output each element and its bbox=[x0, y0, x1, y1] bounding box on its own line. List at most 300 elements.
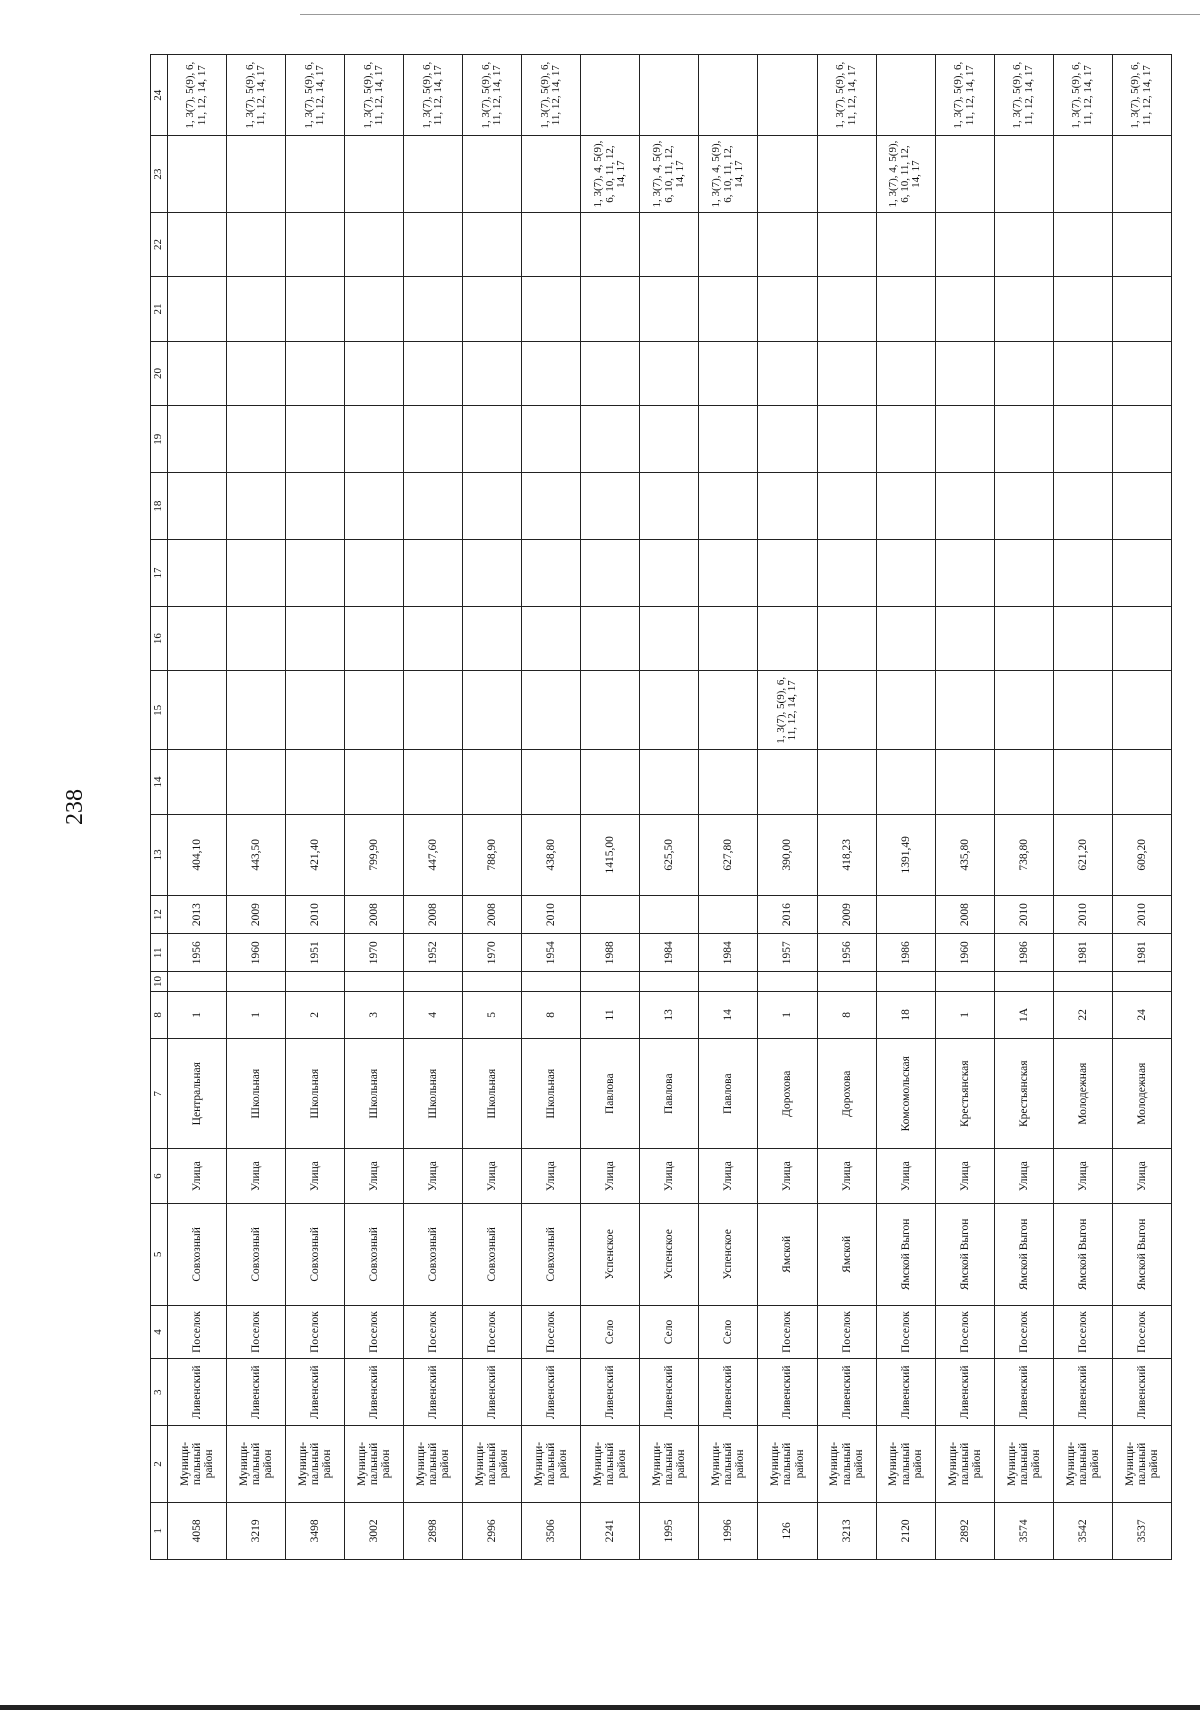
cell-col-7: Центральная bbox=[168, 1039, 227, 1149]
cell-col-18 bbox=[404, 473, 463, 540]
cell-col-8: 8 bbox=[522, 991, 581, 1039]
cell-col-2: Муници-пальный район bbox=[463, 1426, 522, 1502]
cell-col-7: Молодежная bbox=[1112, 1039, 1171, 1149]
cell-col-2: Муници-пальный район bbox=[581, 1426, 640, 1502]
cell-col-16 bbox=[581, 606, 640, 671]
cell-col-20 bbox=[463, 341, 522, 406]
cell-col-15 bbox=[463, 671, 522, 750]
cell-col-10 bbox=[1112, 972, 1171, 991]
cell-col-18 bbox=[463, 473, 522, 540]
cell-col-10 bbox=[286, 972, 345, 991]
cell-col-17 bbox=[994, 540, 1053, 607]
cell-col-20 bbox=[404, 341, 463, 406]
cell-col-8: 2 bbox=[286, 991, 345, 1039]
cell-col-16 bbox=[699, 606, 758, 671]
cell-col-19 bbox=[522, 406, 581, 473]
cell-col-7: Школьная bbox=[522, 1039, 581, 1149]
cell-col-2: Муници-пальный район bbox=[994, 1426, 1053, 1502]
cell-col-20 bbox=[994, 341, 1053, 406]
cell-col-19 bbox=[286, 406, 345, 473]
cell-col-3: Ливенский bbox=[935, 1359, 994, 1426]
cell-col-11: 1981 bbox=[1112, 934, 1171, 972]
cell-col-15 bbox=[699, 671, 758, 750]
cell-col-6: Улица bbox=[876, 1149, 935, 1204]
cell-col-3: Ливенский bbox=[345, 1359, 404, 1426]
cell-col-7: Крестьянская bbox=[935, 1039, 994, 1149]
cell-col-15 bbox=[640, 671, 699, 750]
cell-col-5: Ямской bbox=[758, 1204, 817, 1306]
cell-col-16 bbox=[994, 606, 1053, 671]
cell-col-13: 788,90 bbox=[463, 814, 522, 895]
cell-col-12: 2013 bbox=[168, 895, 227, 933]
cell-col-13: 438,80 bbox=[522, 814, 581, 895]
cell-col-23 bbox=[286, 136, 345, 212]
cell-col-13: 621,20 bbox=[1053, 814, 1112, 895]
cell-col-7: Школьная bbox=[227, 1039, 286, 1149]
cell-col-17 bbox=[935, 540, 994, 607]
cell-col-12: 2010 bbox=[522, 895, 581, 933]
cell-col-17 bbox=[404, 540, 463, 607]
cell-col-13: 627,80 bbox=[699, 814, 758, 895]
cell-col-16 bbox=[758, 606, 817, 671]
cell-col-13: 435,80 bbox=[935, 814, 994, 895]
cell-col-5: Ямской Выгон bbox=[1053, 1204, 1112, 1306]
cell-col-6: Улица bbox=[699, 1149, 758, 1204]
cell-col-21 bbox=[876, 277, 935, 342]
cell-col-14 bbox=[817, 750, 876, 815]
cell-col-3: Ливенский bbox=[640, 1359, 699, 1426]
column-header-18: 18 bbox=[151, 473, 168, 540]
cell-col-6: Улица bbox=[522, 1149, 581, 1204]
cell-col-4: Поселок bbox=[404, 1305, 463, 1359]
cell-col-20 bbox=[935, 341, 994, 406]
cell-col-16 bbox=[286, 606, 345, 671]
cell-col-12: 2016 bbox=[758, 895, 817, 933]
cell-col-22 bbox=[699, 212, 758, 277]
cell-col-20 bbox=[1112, 341, 1171, 406]
cell-col-12: 2008 bbox=[404, 895, 463, 933]
cell-col-23: 1, 3(7), 4, 5(9), 6, 10, 11, 12, 14, 17 bbox=[699, 136, 758, 212]
cell-col-3: Ливенский bbox=[758, 1359, 817, 1426]
cell-col-20 bbox=[699, 341, 758, 406]
cell-col-16 bbox=[522, 606, 581, 671]
cell-col-22 bbox=[876, 212, 935, 277]
cell-col-12 bbox=[699, 895, 758, 933]
cell-col-17 bbox=[227, 540, 286, 607]
cell-col-1: 2892 bbox=[935, 1502, 994, 1559]
column-header-14: 14 bbox=[151, 750, 168, 815]
cell-col-3: Ливенский bbox=[1053, 1359, 1112, 1426]
cell-col-2: Муници-пальный район bbox=[699, 1426, 758, 1502]
cell-col-24: 1, 3(7), 5(9), 6, 11, 12, 14, 17 bbox=[463, 55, 522, 136]
cell-col-21 bbox=[994, 277, 1053, 342]
cell-col-20 bbox=[817, 341, 876, 406]
cell-col-21 bbox=[286, 277, 345, 342]
cell-col-14 bbox=[168, 750, 227, 815]
cell-col-2: Муници-пальный район bbox=[404, 1426, 463, 1502]
cell-col-1: 3213 bbox=[817, 1502, 876, 1559]
cell-col-23: 1, 3(7), 4, 5(9), 6, 10, 11, 12, 14, 17 bbox=[581, 136, 640, 212]
cell-col-18 bbox=[581, 473, 640, 540]
cell-col-19 bbox=[1112, 406, 1171, 473]
cell-col-1: 126 bbox=[758, 1502, 817, 1559]
table-row bbox=[994, 55, 1053, 1560]
cell-col-17 bbox=[463, 540, 522, 607]
cell-col-8: 24 bbox=[1112, 991, 1171, 1039]
cell-col-22 bbox=[227, 212, 286, 277]
cell-col-10 bbox=[168, 972, 227, 991]
cell-col-7: Павлова bbox=[640, 1039, 699, 1149]
cell-col-5: Ямской Выгон bbox=[935, 1204, 994, 1306]
cell-col-19 bbox=[227, 406, 286, 473]
cell-col-7: Школьная bbox=[345, 1039, 404, 1149]
table-row bbox=[758, 55, 817, 1560]
cell-col-11: 1956 bbox=[817, 934, 876, 972]
cell-col-17 bbox=[345, 540, 404, 607]
table-row bbox=[1112, 55, 1171, 1560]
cell-col-23 bbox=[522, 136, 581, 212]
cell-col-16 bbox=[817, 606, 876, 671]
table-row bbox=[581, 55, 640, 1560]
cell-col-24: 1, 3(7), 5(9), 6, 11, 12, 14, 17 bbox=[168, 55, 227, 136]
cell-col-6: Улица bbox=[168, 1149, 227, 1204]
cell-col-23 bbox=[758, 136, 817, 212]
cell-col-15 bbox=[817, 671, 876, 750]
cell-col-4: Поселок bbox=[345, 1305, 404, 1359]
cell-col-5: Ямской Выгон bbox=[876, 1204, 935, 1306]
cell-col-18 bbox=[935, 473, 994, 540]
cell-col-14 bbox=[345, 750, 404, 815]
cell-col-14 bbox=[699, 750, 758, 815]
cell-col-18 bbox=[640, 473, 699, 540]
cell-col-19 bbox=[581, 406, 640, 473]
cell-col-13: 447,60 bbox=[404, 814, 463, 895]
cell-col-7: Молодежная bbox=[1053, 1039, 1112, 1149]
cell-col-2: Муници-пальный район bbox=[1053, 1426, 1112, 1502]
cell-col-21 bbox=[699, 277, 758, 342]
cell-col-13: 404,10 bbox=[168, 814, 227, 895]
cell-col-24 bbox=[876, 55, 935, 136]
cell-col-21 bbox=[345, 277, 404, 342]
cell-col-23: 1, 3(7), 4, 5(9), 6, 10, 11, 12, 14, 17 bbox=[640, 136, 699, 212]
cell-col-13: 443,50 bbox=[227, 814, 286, 895]
cell-col-5: Совхозный bbox=[227, 1204, 286, 1306]
cell-col-5: Ямской bbox=[817, 1204, 876, 1306]
cell-col-17 bbox=[286, 540, 345, 607]
cell-col-2: Муници-пальный район bbox=[1112, 1426, 1171, 1502]
cell-col-21 bbox=[463, 277, 522, 342]
cell-col-19 bbox=[1053, 406, 1112, 473]
cell-col-5: Ямской Выгон bbox=[994, 1204, 1053, 1306]
cell-col-11: 1970 bbox=[463, 934, 522, 972]
cell-col-22 bbox=[522, 212, 581, 277]
cell-col-7: Комсомольская bbox=[876, 1039, 935, 1149]
cell-col-23 bbox=[1053, 136, 1112, 212]
cell-col-4: Поселок bbox=[522, 1305, 581, 1359]
cell-col-1: 1996 bbox=[699, 1502, 758, 1559]
cell-col-3: Ливенский bbox=[522, 1359, 581, 1426]
cell-col-11: 1984 bbox=[699, 934, 758, 972]
cell-col-17 bbox=[1053, 540, 1112, 607]
cell-col-8: 3 bbox=[345, 991, 404, 1039]
cell-col-14 bbox=[1053, 750, 1112, 815]
cell-col-24: 1, 3(7), 5(9), 6, 11, 12, 14, 17 bbox=[345, 55, 404, 136]
cell-col-14 bbox=[640, 750, 699, 815]
column-header-16: 16 bbox=[151, 606, 168, 671]
cell-col-24: 1, 3(7), 5(9), 6, 11, 12, 14, 17 bbox=[227, 55, 286, 136]
cell-col-20 bbox=[227, 341, 286, 406]
cell-col-16 bbox=[1053, 606, 1112, 671]
table-row bbox=[168, 55, 227, 1560]
cell-col-23 bbox=[168, 136, 227, 212]
cell-col-3: Ливенский bbox=[1112, 1359, 1171, 1426]
cell-col-18 bbox=[522, 473, 581, 540]
table-row bbox=[640, 55, 699, 1560]
column-header-8: 8 bbox=[151, 991, 168, 1039]
cell-col-3: Ливенский bbox=[876, 1359, 935, 1426]
cell-col-22 bbox=[640, 212, 699, 277]
table-row bbox=[699, 55, 758, 1560]
cell-col-21 bbox=[168, 277, 227, 342]
cell-col-4: Поселок bbox=[168, 1305, 227, 1359]
cell-col-2: Муници-пальный район bbox=[286, 1426, 345, 1502]
cell-col-13: 799,90 bbox=[345, 814, 404, 895]
cell-col-5: Успенское bbox=[699, 1204, 758, 1306]
cell-col-6: Улица bbox=[227, 1149, 286, 1204]
cell-col-7: Крестьянская bbox=[994, 1039, 1053, 1149]
cell-col-17 bbox=[640, 540, 699, 607]
cell-col-19 bbox=[817, 406, 876, 473]
cell-col-3: Ливенский bbox=[699, 1359, 758, 1426]
cell-col-17 bbox=[581, 540, 640, 607]
cell-col-15 bbox=[168, 671, 227, 750]
cell-col-18 bbox=[227, 473, 286, 540]
cell-col-11: 1951 bbox=[286, 934, 345, 972]
cell-col-13: 421,40 bbox=[286, 814, 345, 895]
cell-col-3: Ливенский bbox=[168, 1359, 227, 1426]
cell-col-24: 1, 3(7), 5(9), 6, 11, 12, 14, 17 bbox=[404, 55, 463, 136]
cell-col-10 bbox=[522, 972, 581, 991]
cell-col-2: Муници-пальный район bbox=[817, 1426, 876, 1502]
column-header-6: 6 bbox=[151, 1149, 168, 1204]
cell-col-22 bbox=[817, 212, 876, 277]
cell-col-16 bbox=[463, 606, 522, 671]
cell-col-10 bbox=[640, 972, 699, 991]
cell-col-11: 1957 bbox=[758, 934, 817, 972]
cell-col-22 bbox=[463, 212, 522, 277]
cell-col-5: Успенское bbox=[640, 1204, 699, 1306]
cell-col-14 bbox=[994, 750, 1053, 815]
cell-col-21 bbox=[817, 277, 876, 342]
cell-col-2: Муници-пальный район bbox=[758, 1426, 817, 1502]
housing-registry-table bbox=[150, 54, 1172, 1560]
table-row bbox=[935, 55, 994, 1560]
column-header-20: 20 bbox=[151, 341, 168, 406]
cell-col-23 bbox=[994, 136, 1053, 212]
cell-col-3: Ливенский bbox=[581, 1359, 640, 1426]
cell-col-1: 4058 bbox=[168, 1502, 227, 1559]
cell-col-20 bbox=[1053, 341, 1112, 406]
column-header-15: 15 bbox=[151, 671, 168, 750]
cell-col-15 bbox=[522, 671, 581, 750]
cell-col-1: 3574 bbox=[994, 1502, 1053, 1559]
cell-col-4: Поселок bbox=[227, 1305, 286, 1359]
cell-col-23 bbox=[1112, 136, 1171, 212]
table-body bbox=[168, 55, 1172, 1560]
cell-col-8: 18 bbox=[876, 991, 935, 1039]
cell-col-21 bbox=[1053, 277, 1112, 342]
column-header-3: 3 bbox=[151, 1359, 168, 1426]
cell-col-5: Совхозный bbox=[345, 1204, 404, 1306]
cell-col-7: Дорохова bbox=[817, 1039, 876, 1149]
table-row bbox=[404, 55, 463, 1560]
cell-col-7: Школьная bbox=[286, 1039, 345, 1149]
cell-col-19 bbox=[994, 406, 1053, 473]
cell-col-24 bbox=[699, 55, 758, 136]
cell-col-16 bbox=[1112, 606, 1171, 671]
column-header-23: 23 bbox=[151, 136, 168, 212]
table-row bbox=[463, 55, 522, 1560]
cell-col-6: Улица bbox=[1112, 1149, 1171, 1204]
cell-col-24: 1, 3(7), 5(9), 6, 11, 12, 14, 17 bbox=[286, 55, 345, 136]
cell-col-2: Муници-пальный район bbox=[935, 1426, 994, 1502]
cell-col-19 bbox=[699, 406, 758, 473]
cell-col-20 bbox=[286, 341, 345, 406]
cell-col-2: Муници-пальный район bbox=[227, 1426, 286, 1502]
cell-col-24: 1, 3(7), 5(9), 6, 11, 12, 14, 17 bbox=[935, 55, 994, 136]
cell-col-10 bbox=[227, 972, 286, 991]
cell-col-4: Поселок bbox=[463, 1305, 522, 1359]
cell-col-11: 1960 bbox=[935, 934, 994, 972]
cell-col-23 bbox=[935, 136, 994, 212]
cell-col-22 bbox=[581, 212, 640, 277]
cell-col-24: 1, 3(7), 5(9), 6, 11, 12, 14, 17 bbox=[522, 55, 581, 136]
cell-col-13: 418,23 bbox=[817, 814, 876, 895]
cell-col-4: Поселок bbox=[876, 1305, 935, 1359]
cell-col-5: Совхозный bbox=[286, 1204, 345, 1306]
cell-col-17 bbox=[1112, 540, 1171, 607]
column-header-2: 2 bbox=[151, 1426, 168, 1502]
cell-col-8: 1 bbox=[758, 991, 817, 1039]
cell-col-17 bbox=[817, 540, 876, 607]
cell-col-14 bbox=[581, 750, 640, 815]
cell-col-22 bbox=[286, 212, 345, 277]
cell-col-13: 625,50 bbox=[640, 814, 699, 895]
cell-col-16 bbox=[168, 606, 227, 671]
cell-col-22 bbox=[994, 212, 1053, 277]
cell-col-1: 3537 bbox=[1112, 1502, 1171, 1559]
column-header-24: 24 bbox=[151, 55, 168, 136]
cell-col-8: 11 bbox=[581, 991, 640, 1039]
cell-col-24: 1, 3(7), 5(9), 6, 11, 12, 14, 17 bbox=[817, 55, 876, 136]
cell-col-16 bbox=[876, 606, 935, 671]
cell-col-1: 3506 bbox=[522, 1502, 581, 1559]
cell-col-4: Поселок bbox=[1053, 1305, 1112, 1359]
cell-col-14 bbox=[463, 750, 522, 815]
cell-col-1: 1995 bbox=[640, 1502, 699, 1559]
table-row bbox=[227, 55, 286, 1560]
column-header-7: 7 bbox=[151, 1039, 168, 1149]
cell-col-15 bbox=[1112, 671, 1171, 750]
column-header-12: 12 bbox=[151, 895, 168, 933]
cell-col-17 bbox=[168, 540, 227, 607]
cell-col-15 bbox=[404, 671, 463, 750]
cell-col-10 bbox=[758, 972, 817, 991]
cell-col-15 bbox=[1053, 671, 1112, 750]
cell-col-11: 1988 bbox=[581, 934, 640, 972]
cell-col-18 bbox=[1053, 473, 1112, 540]
cell-col-5: Совхозный bbox=[522, 1204, 581, 1306]
cell-col-19 bbox=[876, 406, 935, 473]
cell-col-15 bbox=[994, 671, 1053, 750]
cell-col-20 bbox=[758, 341, 817, 406]
cell-col-10 bbox=[463, 972, 522, 991]
cell-col-14 bbox=[758, 750, 817, 815]
cell-col-20 bbox=[168, 341, 227, 406]
cell-col-4: Поселок bbox=[994, 1305, 1053, 1359]
cell-col-12: 2010 bbox=[1112, 895, 1171, 933]
cell-col-14 bbox=[935, 750, 994, 815]
cell-col-15 bbox=[581, 671, 640, 750]
rotated-table-container bbox=[150, 54, 1172, 1560]
cell-col-12: 2008 bbox=[463, 895, 522, 933]
cell-col-5: Ямской Выгон bbox=[1112, 1204, 1171, 1306]
cell-col-10 bbox=[1053, 972, 1112, 991]
cell-col-20 bbox=[522, 341, 581, 406]
cell-col-19 bbox=[758, 406, 817, 473]
cell-col-6: Улица bbox=[581, 1149, 640, 1204]
cell-col-11: 1956 bbox=[168, 934, 227, 972]
cell-col-17 bbox=[699, 540, 758, 607]
cell-col-3: Ливенский bbox=[994, 1359, 1053, 1426]
scan-border-top bbox=[300, 14, 1200, 15]
cell-col-6: Улица bbox=[463, 1149, 522, 1204]
cell-col-21 bbox=[522, 277, 581, 342]
cell-col-22 bbox=[1112, 212, 1171, 277]
table-row bbox=[345, 55, 404, 1560]
cell-col-1: 2996 bbox=[463, 1502, 522, 1559]
cell-col-17 bbox=[522, 540, 581, 607]
cell-col-12: 2008 bbox=[935, 895, 994, 933]
cell-col-12 bbox=[581, 895, 640, 933]
cell-col-16 bbox=[640, 606, 699, 671]
cell-col-6: Улица bbox=[345, 1149, 404, 1204]
cell-col-21 bbox=[227, 277, 286, 342]
cell-col-11: 1954 bbox=[522, 934, 581, 972]
cell-col-5: Успенское bbox=[581, 1204, 640, 1306]
cell-col-14 bbox=[227, 750, 286, 815]
cell-col-13: 609,20 bbox=[1112, 814, 1171, 895]
cell-col-19 bbox=[463, 406, 522, 473]
cell-col-7: Дорохова bbox=[758, 1039, 817, 1149]
cell-col-6: Улица bbox=[1053, 1149, 1112, 1204]
cell-col-2: Муници-пальный район bbox=[522, 1426, 581, 1502]
cell-col-19 bbox=[404, 406, 463, 473]
cell-col-11: 1970 bbox=[345, 934, 404, 972]
cell-col-4: Поселок bbox=[1112, 1305, 1171, 1359]
cell-col-3: Ливенский bbox=[463, 1359, 522, 1426]
cell-col-10 bbox=[994, 972, 1053, 991]
cell-col-11: 1981 bbox=[1053, 934, 1112, 972]
cell-col-16 bbox=[935, 606, 994, 671]
column-header-1: 1 bbox=[151, 1502, 168, 1559]
cell-col-7: Павлова bbox=[699, 1039, 758, 1149]
cell-col-12 bbox=[640, 895, 699, 933]
cell-col-1: 2898 bbox=[404, 1502, 463, 1559]
cell-col-7: Школьная bbox=[463, 1039, 522, 1149]
table-row bbox=[817, 55, 876, 1560]
cell-col-8: 1 bbox=[227, 991, 286, 1039]
